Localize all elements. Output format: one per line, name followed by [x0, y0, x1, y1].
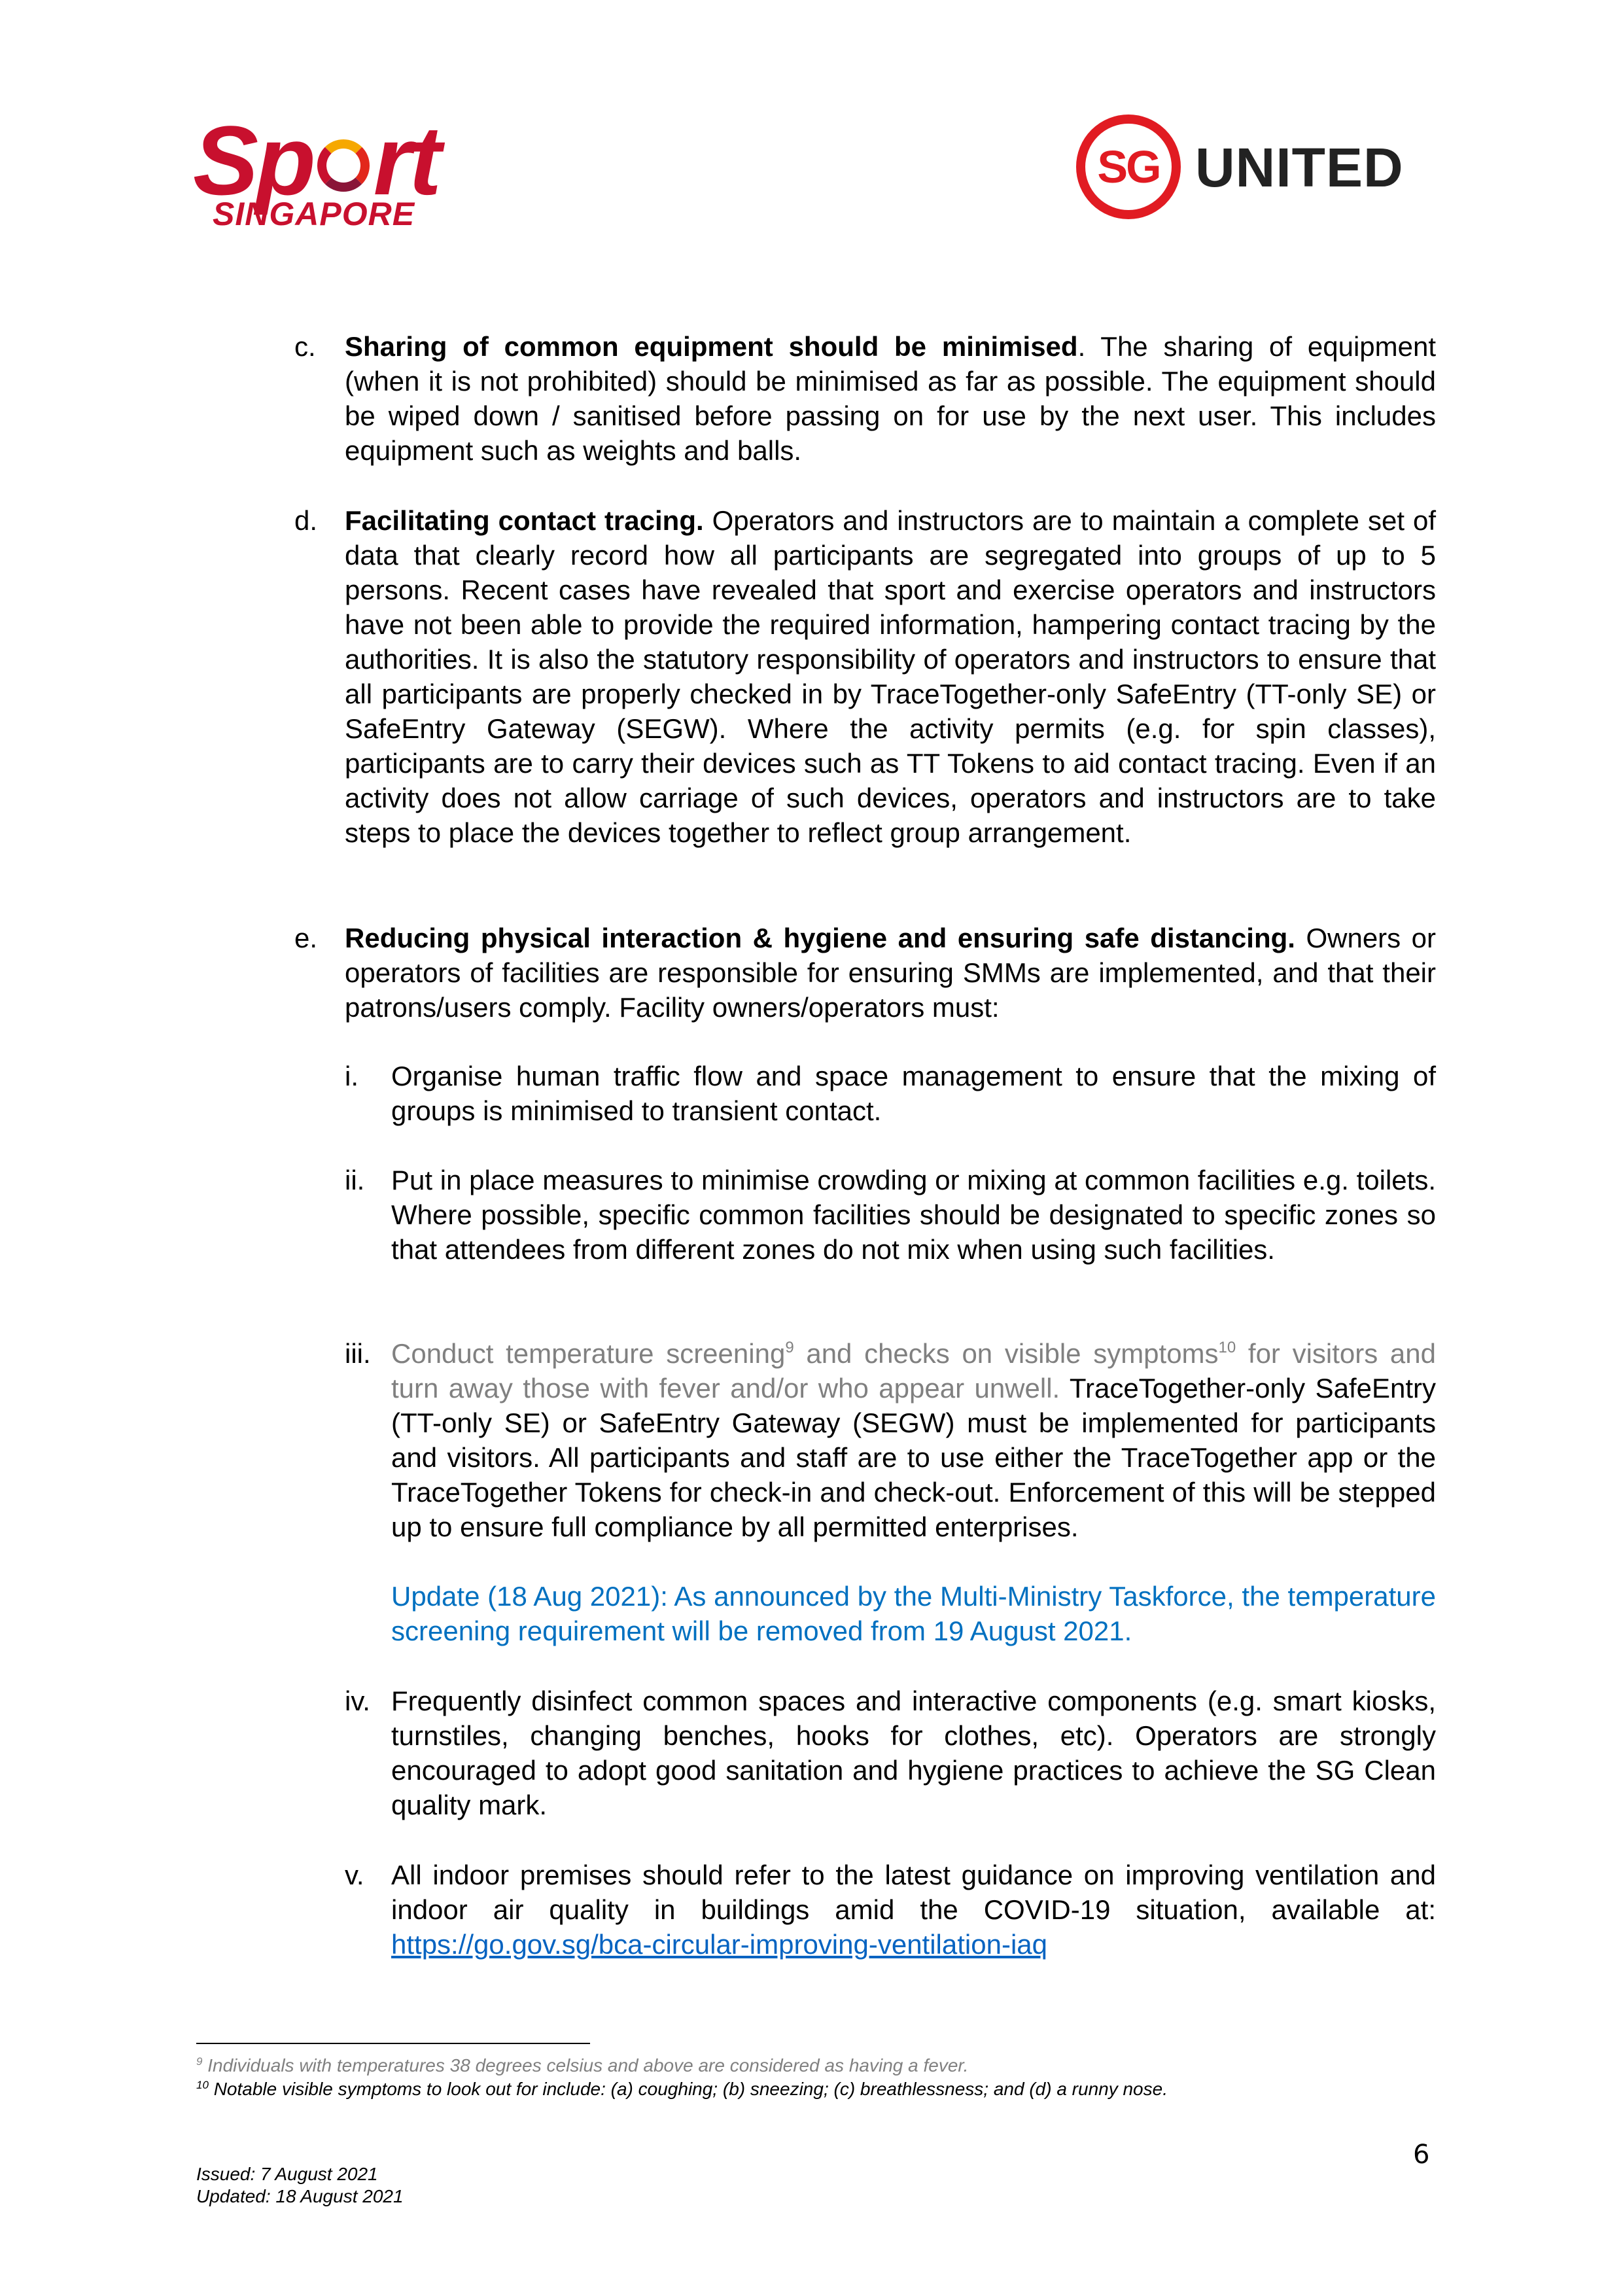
footnote-ref-9: 9: [785, 1339, 794, 1356]
item-e-text: Owners or operators of facilities are responsible for ensuring SMMs are implemented, and that their patrons/users comply. Facility owners/operators must:: [345, 923, 1437, 1023]
subitem-iii-paragraph: [391, 1336, 1436, 1544]
sport-logo-ring-icon: [317, 139, 370, 192]
sg-united-wordmark: UNITED: [1195, 137, 1404, 198]
footnote-separator: [196, 2043, 590, 2044]
subitem-iii-struck-text: Conduct temperature screening$^9$ and checks on visible symptoms$^{10}$ for visitors and turn away those with fever and/or who appear unwell.: [391, 1338, 1436, 1404]
sg-united-logo: [1076, 115, 1429, 219]
issued-date: Issued: 7 August 2021: [196, 2164, 378, 2184]
subitem-ii-text: Put in place measures to minimise crowding or mixing at common facilities e.g. toilets. Where possible, specific common facilities should be designated to specific zones so that attendees from different zones do not mix when using such facilities.: [391, 1165, 1436, 1265]
subitem-i-text: Organise human traffic flow and space management to ensure that the mixing of groups is minimised to transient contact.: [391, 1061, 1436, 1126]
sport-logo-wordmark: Sp rt: [193, 105, 440, 215]
item-d-paragraph: [345, 503, 1436, 850]
item-c-text: . The sharing of equipment (when it is not prohibited) should be minimised as far as possible. The equipment should be wiped down / sanitised before passing on for use by the next user. This includes equipment such as weights and balls.: [345, 331, 1437, 466]
subitem-iv-marker: iv.: [345, 1686, 370, 1716]
item-e-paragraph: [345, 921, 1436, 1025]
item-d-heading: Facilitating contact tracing.: [345, 505, 704, 536]
page-number: 6: [1413, 2140, 1430, 2170]
footnote-9: $^9$ Individuals with temperatures 38 degrees celsius and above are considered as having a fever.: [196, 2055, 969, 2075]
item-c-paragraph: [345, 329, 1436, 468]
footnote-10: $^{10}$ Notable visible symptoms to look out for include: (a) coughing; (b) sneezing; (c) breathlessness; and (d) a runny nose.: [196, 2079, 1168, 2099]
subitem-iii-text: TraceTogether-only SafeEntry (TT-only SE) or SafeEntry Gateway (SEGW) must be implemented for participants and visitors. All participants and staff are to use either the TraceTogether app or the TraceTogether Tokens for check-in and check-out. Enforcement of this will be stepped up to ensure full compliance by all permitted enterprises.: [391, 1373, 1436, 1542]
item-c-heading: Sharing of common equipment should be minimised: [345, 331, 1078, 362]
subitem-iv-text: Frequently disinfect common spaces and interactive components (e.g. smart kiosks, turnstiles, changing benches, hooks for clothes, etc). Operators are strongly encouraged to adopt good sanitation and hygiene practices to achieve the SG Clean quality mark.: [391, 1686, 1436, 1820]
item-c-marker: c.: [294, 331, 316, 362]
subitem-ii-marker: ii.: [345, 1165, 365, 1195]
item-e-heading: Reducing physical interaction & hygiene and ensuring safe distancing.: [345, 923, 1295, 953]
updated-date: Updated: 18 August 2021: [196, 2186, 404, 2206]
item-d-marker: d.: [294, 505, 318, 536]
subitem-iii-marker: iii.: [345, 1338, 371, 1369]
subitem-iii-update-note: Update (18 Aug 2021): As announced by the Multi-Ministry Taskforce, the temperature screening requirement will be removed from 19 August 2021.: [391, 1581, 1436, 1646]
ventilation-guidance-link[interactable]: https://go.gov.sg/bca-circular-improving-ventilation-iaq: [391, 1929, 1047, 1960]
subitem-v-text: All indoor premises should refer to the latest guidance on improving ventilation and indoor air quality in buildings amid the COVID-19 situation, available at:: [391, 1860, 1436, 1925]
sport-singapore-logo: [193, 105, 455, 236]
sg-badge-icon: SG: [1076, 115, 1181, 219]
item-d-text: Operators and instructors are to maintain a complete set of data that clearly record how all participants are segregated into groups of up to 5 persons. Recent cases have revealed that sport and exercise operators and instructors have not been able to provide the required information, hampering contact tracing by the authorities. It is also the statutory responsibility of operators and instructors to ensure that all participants are properly checked in by TraceTogether-only SafeEntry (TT-only SE) or SafeEntry Gateway (SEGW). Where the activity permits (e.g. for spin classes), participants are to carry their devices such as TT Tokens to aid contact tracing. Even if an activity does not allow carriage of such devices, operators and instructors are to take steps to place the devices together to reflect group arrangement.: [345, 505, 1436, 848]
subitem-v-marker: v.: [345, 1860, 364, 1890]
subitem-v-paragraph: [391, 1858, 1436, 1962]
footnote-ref-10: 10: [1218, 1339, 1236, 1356]
subitem-i-marker: i.: [345, 1061, 358, 1091]
item-e-marker: e.: [294, 923, 318, 953]
sport-logo-subtitle: SINGAPORE: [213, 196, 415, 232]
